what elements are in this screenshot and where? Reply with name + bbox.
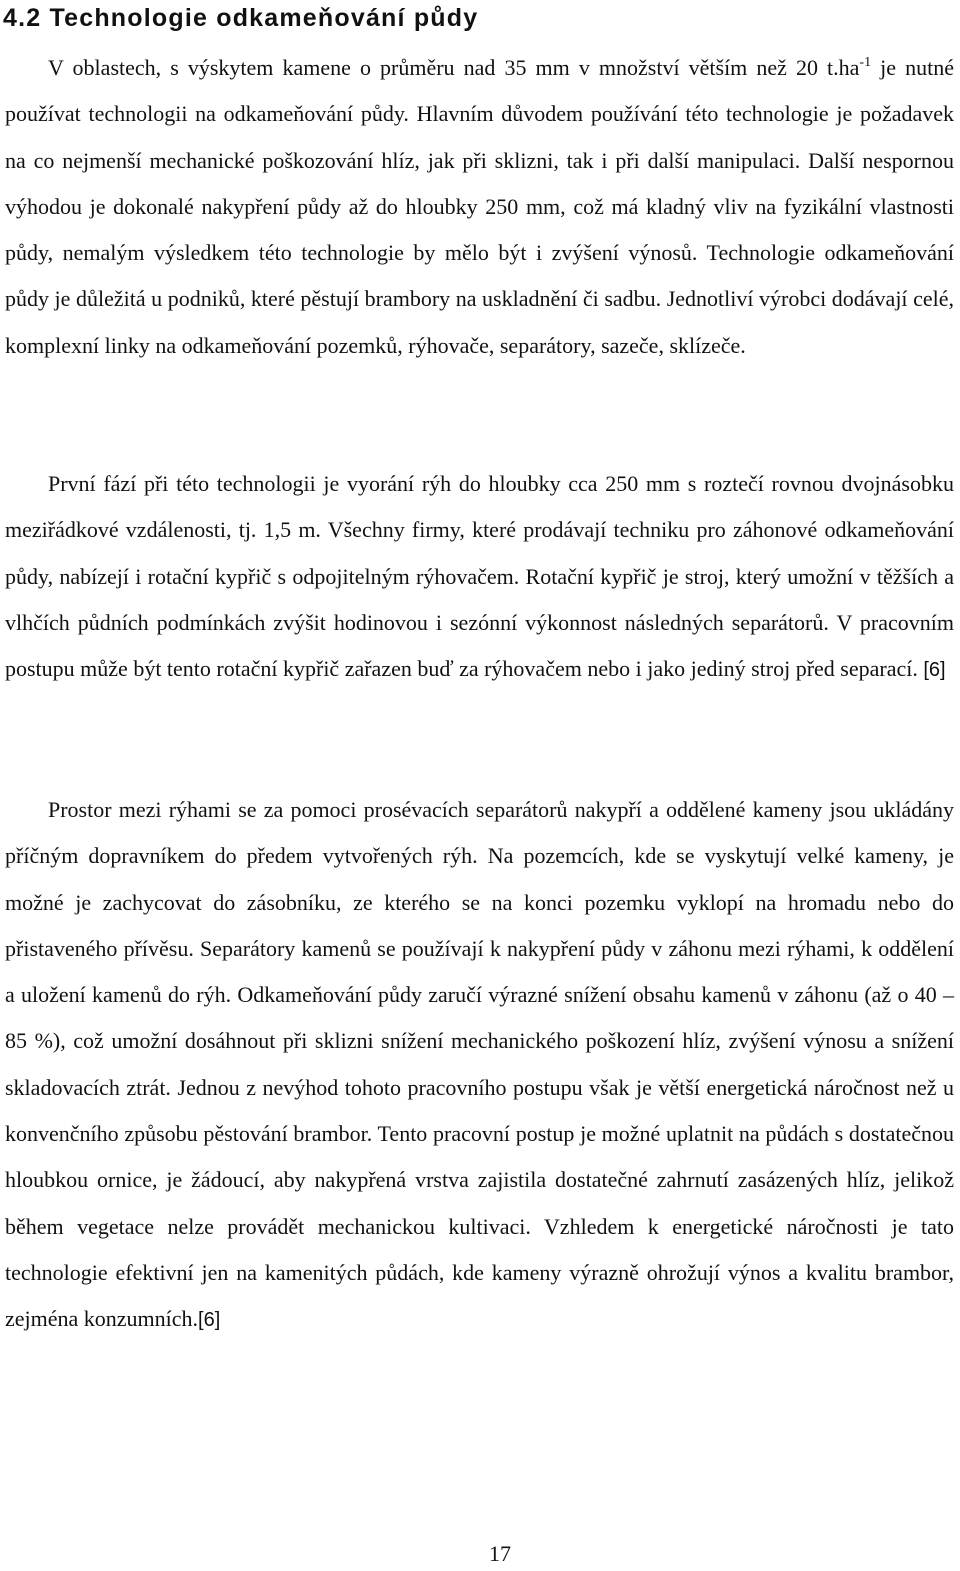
paragraph-2 xyxy=(5,461,954,693)
page-number: 17 xyxy=(489,1541,511,1566)
paragraph-1 xyxy=(5,45,954,369)
paragraph-3 xyxy=(5,787,954,1344)
paragraph-2-text: První fází při této technologii je vyorání rýh do hloubky cca 250 mm s roztečí rovnou dvojnásobku meziřádkové vzdálenosti, tj. 1,5 m. Všechny firmy, které prodávají techniku pro záhonové odkameňování půdy, nabízejí i rotační kypřič s odpojitelným rýhovačem. Rotační kypřič je stroj, který umožní v těžších a vlhčích půdních podmínkách zvýšit hodinovou i sezónní výkonnost následných separátorů. V pracovním postupu může být tento rotační kypřič zařazen buď za rýhovačem nebo i jako jediný stroj před separací. xyxy=(5,471,954,682)
citation-reference: [6] xyxy=(923,659,946,682)
paragraph-1-text-start: V oblastech, s výskytem kamene o průměru nad 35 mm v množství větším než 20 t.ha xyxy=(48,55,860,80)
paragraph-1-text-rest: je nutné používat technologii na odkameňování půdy. Hlavním důvodem používání této technologie je požadavek na co nejmenší mechanické poškozování hlíz, jak při sklizni, tak i při další manipulaci. Další nespornou výhodou je dokonalé nakypření půdy až do hloubky 250 mm, což má kladný vliv na fyzikální vlastnosti půdy, nemalým výsledkem této technologie by mělo být i zvýšení výnosů. Technologie odkameňování půdy je důležitá u podniků, které pěstují brambory na uskladnění či sadbu. Jednotliví výrobci dodávají celé, komplexní linky na odkameňování pozemků, rýhovače, separátory, sazeče, sklízeče. xyxy=(5,55,954,358)
section-heading: 4.2 Technologie odkameňování půdy xyxy=(3,4,479,32)
paragraph-3-text: Prostor mezi rýhami se za pomoci prosévacích separátorů nakypří a oddělené kameny jsou ukládány příčným dopravníkem do předem vytvořených rýh. Na pozemcích, kde se vyskytují velké kameny, je možné je zachycovat do zásobníku, ze kterého se na konci pozemku vyklopí na hromadu nebo do přistaveného přívěsu. Separátory kamenů se používají k nakypření půdy v záhonu mezi rýhami, k oddělení a uložení kamenů do rýh. Odkameňování půdy zaručí výrazné snížení obsahu kamenů v záhonu (až o 40 – 85 %), což umožní dosáhnout při sklizni snížení mechanického poškození hlíz, zvýšení výnosu a snížení skladovacích ztrát. Jednou z nevýhod tohoto pracovního postupu však je větší energetická náročnost než u konvenčního způsobu pěstování brambor. Tento pracovní postup je možné uplatnit na půdách s dostatečnou hloubkou ornice, je žádoucí, aby nakypřená vrstva zajistila dostatečné zahrnutí zasázených hlíz, jelikož během vegetace nelze provádět mechanickou kultivaci. Vzhledem k energetické náročnosti je tato technologie efektivní jen na kamenitých půdách, kde kameny výrazně ohrožují výnos a kvalitu brambor, zejména konzumních. xyxy=(5,797,954,1332)
citation-reference: [6] xyxy=(198,1309,221,1332)
unit-exponent: -1 xyxy=(859,55,872,70)
